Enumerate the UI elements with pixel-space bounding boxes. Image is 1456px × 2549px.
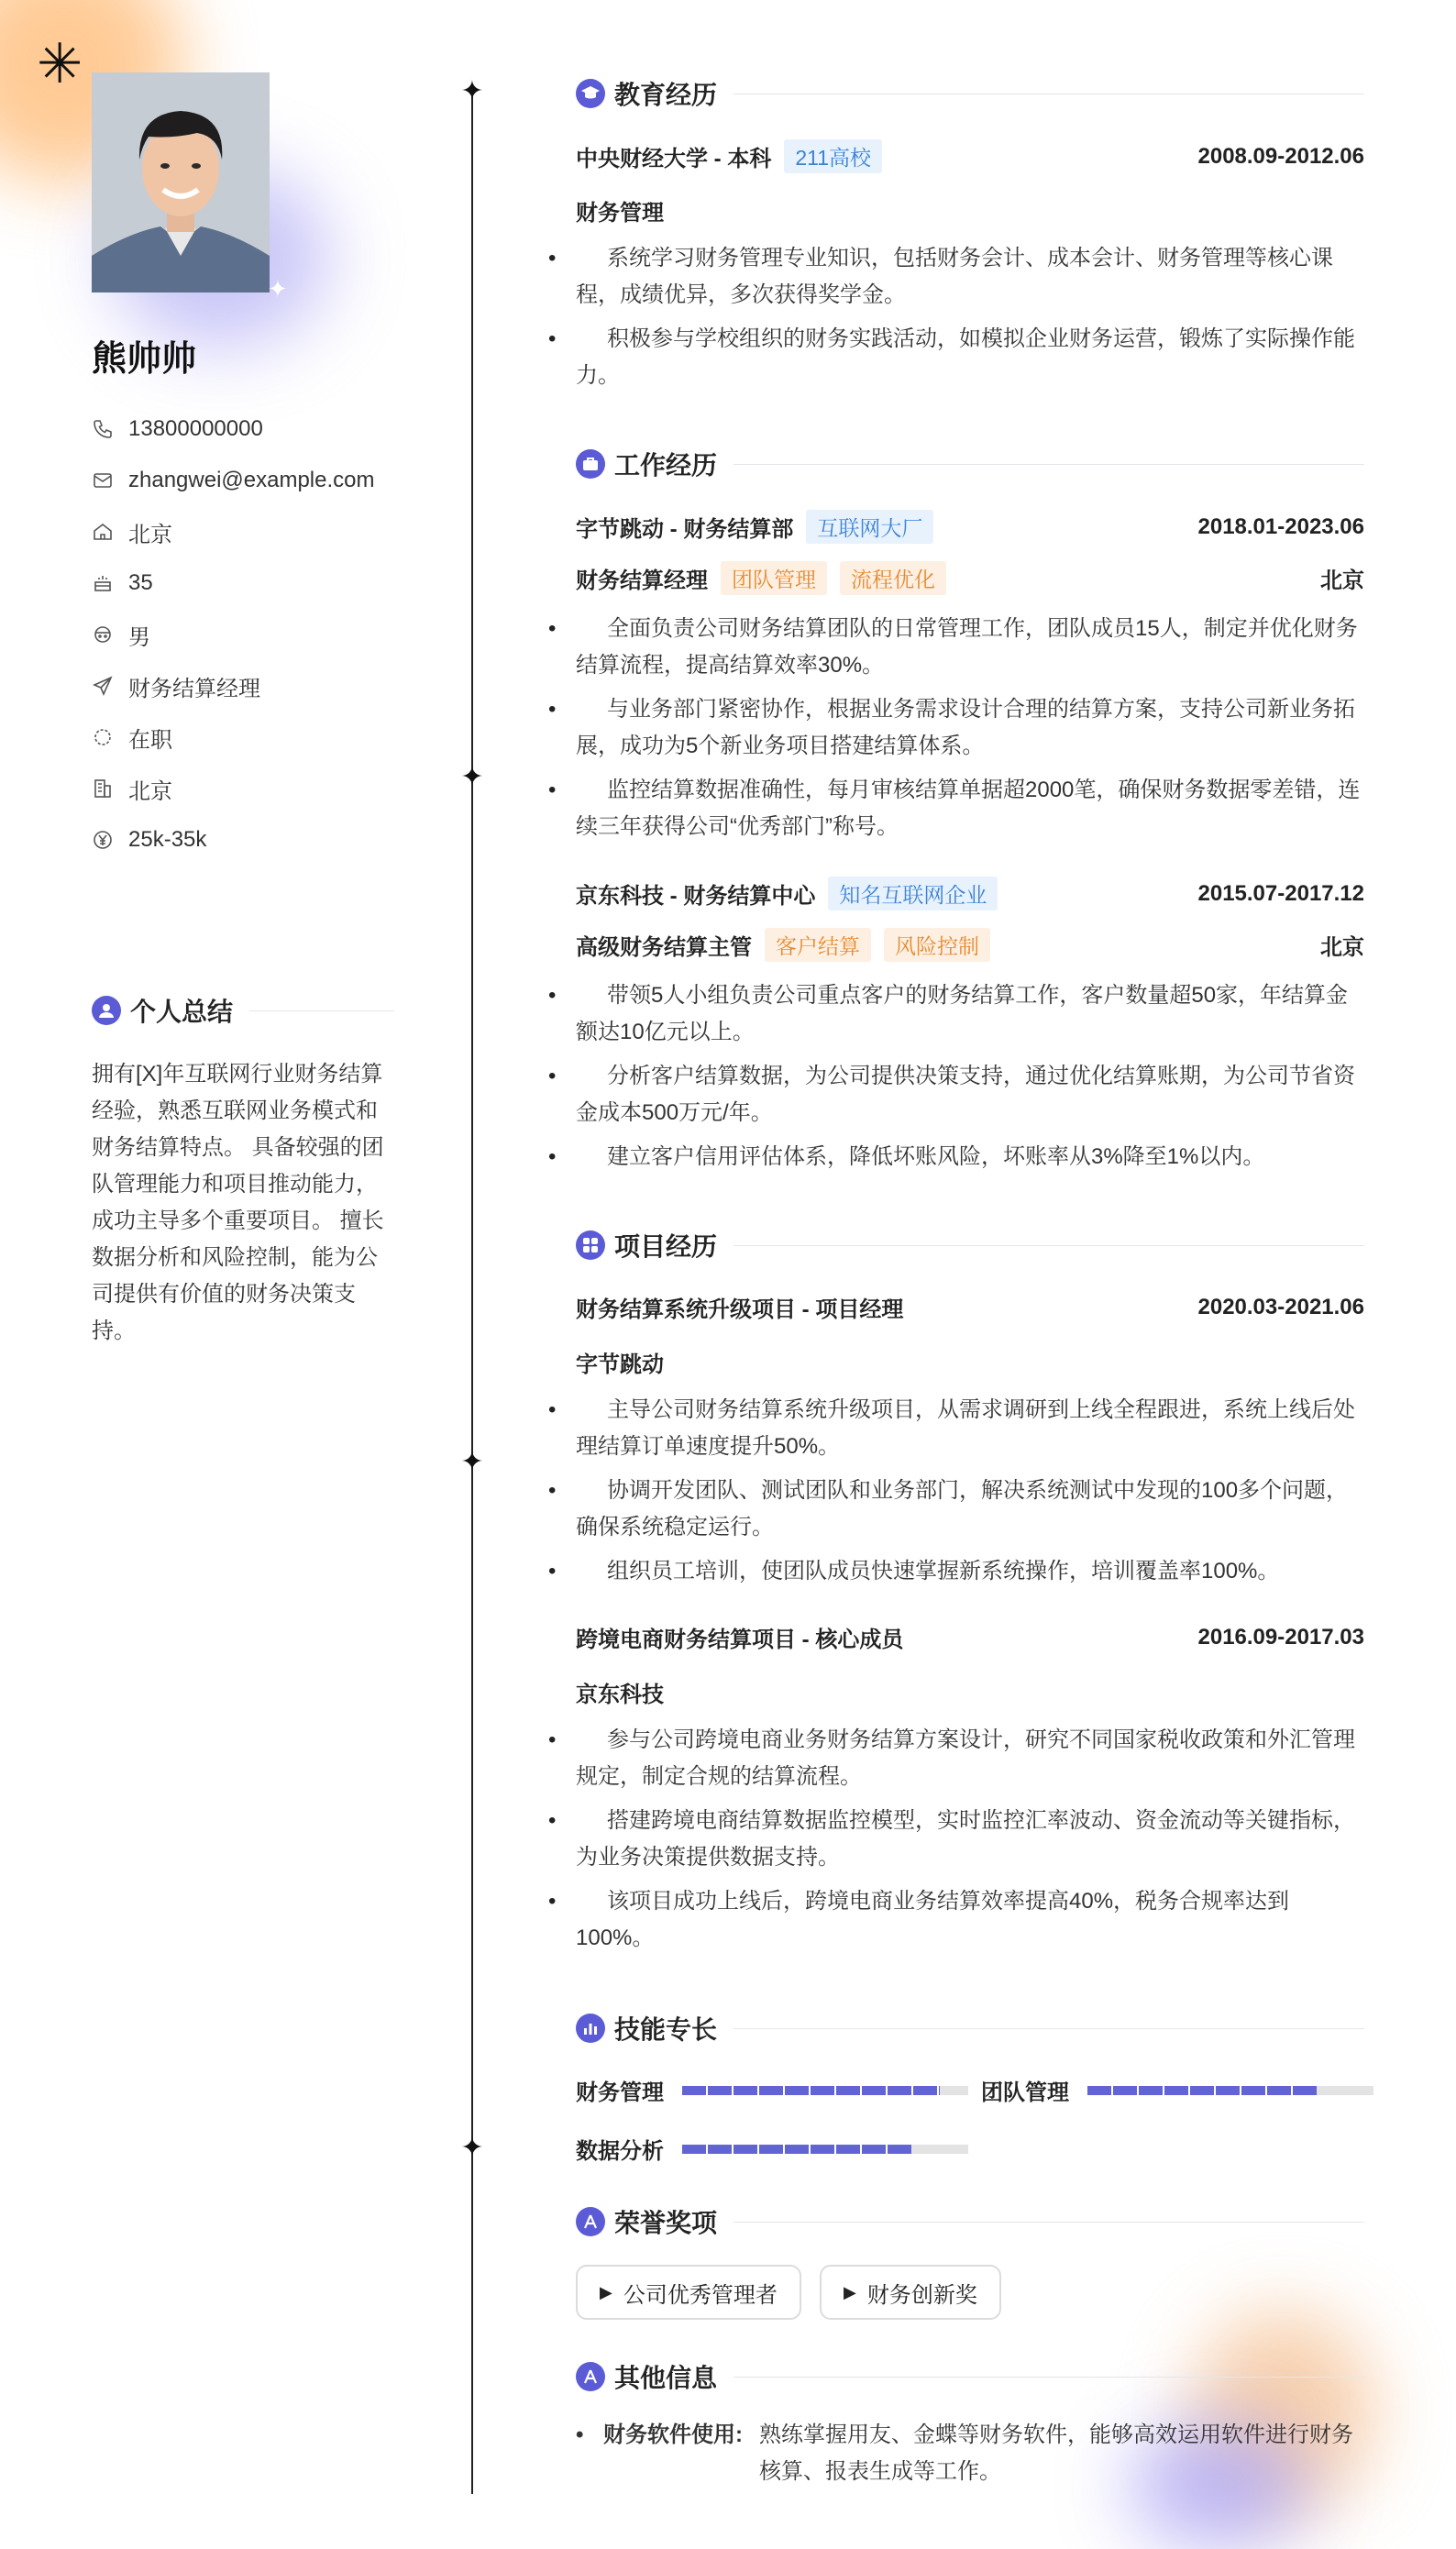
info-work-city <box>92 763 394 814</box>
yen-icon <box>92 829 114 851</box>
info-salary <box>92 814 394 866</box>
job-row <box>576 877 1364 910</box>
job-city: 北京 <box>1320 935 1364 960</box>
summary-text: 拥有[X]年互联网行业财务结算经验，熟悉互联网业务模式和财务结算特点。 具备较强的团队管理能力和项目推动能力，成功主导多个重要项目。 擅长数据分析和风险控制，能为公司提供有价值的财务决策支持。 <box>92 1062 384 1343</box>
location-value: 北京 <box>128 522 172 547</box>
project-org: 京东科技 <box>576 1683 664 1707</box>
grid-icon <box>576 1230 605 1260</box>
skill-tag: 团队管理 <box>721 561 827 595</box>
job-position-row <box>576 561 1364 595</box>
info-status <box>92 712 394 763</box>
info-letter-icon <box>576 2362 605 2391</box>
email-value: zhangwei@example.com <box>128 468 375 492</box>
project-bullets <box>576 1722 1364 1964</box>
summary-header <box>92 992 394 1029</box>
project-org: 字节跳动 <box>576 1352 664 1377</box>
company-tag: 知名互联网企业 <box>828 877 998 910</box>
section-divider <box>734 2028 1364 2029</box>
award-label: 公司优秀管理者 <box>623 2282 778 2308</box>
skill-level-bar <box>682 2086 968 2095</box>
play-icon: ▶ <box>844 2282 856 2301</box>
timeline-star-icon: ✦ <box>460 1447 484 1477</box>
skill-level-fill <box>1087 2086 1317 2095</box>
bar-chart-icon <box>576 2014 605 2043</box>
school-name: 中央财经大学 - 本科 <box>576 147 772 171</box>
face-icon <box>92 623 114 646</box>
skill-item <box>576 2133 968 2165</box>
phone-icon <box>92 418 114 440</box>
education-bullets <box>576 240 1364 402</box>
project-name: 跨境电商财务结算项目 - 核心成员 <box>576 1628 904 1652</box>
other-title: 其他信息 <box>614 2364 718 2392</box>
status-value: 在职 <box>128 727 172 753</box>
skill-name: 团队管理 <box>981 2080 1069 2105</box>
skill-tag: 客户结算 <box>765 928 871 962</box>
job-date: 2018.01-2023.06 <box>1197 513 1364 539</box>
skill-tag: 流程优化 <box>840 561 946 595</box>
send-icon <box>92 675 114 697</box>
briefcase-icon <box>576 449 605 479</box>
section-divider <box>734 2222 1364 2223</box>
skill-level-bar <box>1087 2086 1373 2095</box>
company-name: 字节跳动 - 财务结算部 <box>576 517 794 542</box>
job-city: 北京 <box>1320 568 1364 593</box>
company-tag: 互联网大厂 <box>806 510 933 544</box>
skill-level-fill <box>682 2086 940 2095</box>
timeline-star-icon: ✦ <box>460 762 484 792</box>
info-gender <box>92 609 394 660</box>
list-item: • 积极参与学校组织的财务实践活动，如模拟企业财务运营，锻炼了实际操作能力。 <box>576 321 1364 394</box>
graduation-cap-icon <box>576 79 605 108</box>
info-age <box>92 557 394 609</box>
education-row <box>576 139 1364 173</box>
job-position-row <box>576 928 1364 962</box>
list-item: • 搭建跨境电商结算数据监控模型，实时监控汇率波动、资金流动等关键指标，为业务决策提供数据支持。 <box>576 1803 1364 1876</box>
list-item: • 参与公司跨境电商业务财务结算方案设计，研究不同国家税收政策和外汇管理规定，制定合规的结算流程。 <box>576 1722 1364 1795</box>
avatar-photo <box>92 72 270 292</box>
candidate-name: 熊帅帅 <box>92 340 197 379</box>
list-item: • 组织员工培训，使团队成员快速掌握新系统操作，培训覆盖率100%。 <box>576 1553 1364 1590</box>
list-item: • 建立客户信用评估体系，降低坏账风险，坏账率从3%降至1%以内。 <box>576 1139 1364 1175</box>
education-title: 教育经历 <box>614 81 718 109</box>
award-item <box>820 2265 1001 2320</box>
job-row <box>576 510 1364 544</box>
skill-name: 数据分析 <box>576 2139 664 2164</box>
personal-info-list <box>92 403 394 866</box>
award-icon <box>576 2207 605 2236</box>
list-item: • 系统学习财务管理专业知识，包括财务会计、成本会计、财务管理等核心课程，成绩优异，多次获得奖学金。 <box>576 240 1364 314</box>
bullet-dot: • <box>576 2422 584 2447</box>
education-date: 2008.09-2012.06 <box>1197 143 1364 169</box>
list-item: • 分析客户结算数据，为公司提供决策支持，通过优化结算账期，为公司节省资金成本500万元/年。 <box>576 1058 1364 1131</box>
other-label: 财务软件使用: <box>603 2422 743 2447</box>
work-title: 工作经历 <box>614 451 718 480</box>
school-tag: 211高校 <box>784 139 882 173</box>
project-row <box>576 1621 1364 1653</box>
company-name: 京东科技 - 财务结算中心 <box>576 884 816 909</box>
project-date: 2016.09-2017.03 <box>1197 1624 1364 1650</box>
home-icon <box>92 521 114 543</box>
play-icon: ▶ <box>600 2282 612 2301</box>
education-major: 财务管理 <box>576 201 664 226</box>
awards-header <box>576 2203 1364 2240</box>
info-phone <box>92 403 394 455</box>
skills-header <box>576 2010 1364 2047</box>
work-header <box>576 446 1364 482</box>
job-position: 高级财务结算主管 <box>576 935 752 960</box>
job-bullets <box>576 611 1364 853</box>
email-icon <box>92 469 114 491</box>
job-position: 财务结算经理 <box>576 568 708 593</box>
awards-title: 荣誉奖项 <box>614 2209 718 2237</box>
list-item: • 该项目成功上线后，跨境电商业务结算效率提高40%，税务合规率达到100%。 <box>576 1883 1364 1957</box>
info-position <box>92 660 394 712</box>
project-name: 财务结算系统升级项目 - 项目经理 <box>576 1297 904 1322</box>
work-city-value: 北京 <box>128 778 172 804</box>
list-item: • 监控结算数据准确性，每月审核结算单据超2000笔，确保财务数据零差错，连续三年获得公司“优秀部门”称号。 <box>576 772 1364 845</box>
skill-level-bar <box>682 2145 968 2154</box>
section-divider <box>734 464 1364 465</box>
award-item <box>576 2265 801 2320</box>
cake-icon <box>92 572 114 594</box>
skill-level-fill <box>682 2145 911 2154</box>
gender-value: 男 <box>128 624 150 650</box>
project-row <box>576 1291 1364 1323</box>
position-value: 财务结算经理 <box>128 676 260 701</box>
skill-name: 财务管理 <box>576 2080 664 2105</box>
job-bullets <box>576 977 1364 1183</box>
info-email <box>92 455 394 506</box>
user-icon <box>92 996 121 1025</box>
phone-value: 13800000000 <box>128 416 263 441</box>
list-item: • 主导公司财务结算系统升级项目，从需求调研到上线全程跟进，系统上线后处理结算订单速度提升50%。 <box>576 1392 1364 1465</box>
skills-title: 技能专长 <box>614 2015 718 2044</box>
job-date: 2015.07-2017.12 <box>1197 880 1364 906</box>
project-bullets <box>576 1392 1364 1597</box>
section-divider <box>249 1010 394 1011</box>
other-text: 熟练掌握用友、金蝶等财务软件，能够高效运用软件进行财务核算、报表生成等工作。 <box>759 2422 1353 2484</box>
building-icon <box>92 778 114 800</box>
age-value: 35 <box>128 570 153 595</box>
education-header <box>576 75 1364 112</box>
asterisk-icon: ✳ <box>37 33 83 94</box>
info-location <box>92 506 394 557</box>
projects-title: 项目经历 <box>614 1232 718 1261</box>
list-item: • 与业务部门紧密协作，根据业务需求设计合理的结算方案，支持公司新业务拓展，成功为5个新业务项目搭建结算体系。 <box>576 691 1364 765</box>
other-info-item <box>576 2417 1364 2490</box>
timeline-star-icon: ✦ <box>460 76 484 106</box>
list-item: • 协调开发团队、测试团队和业务部门，解决系统测试中发现的100多个问题，确保系统稳定运行。 <box>576 1473 1364 1546</box>
skill-item <box>981 2074 1373 2106</box>
projects-header <box>576 1227 1364 1263</box>
section-divider <box>734 2377 1364 2378</box>
summary-title: 个人总结 <box>130 998 234 1026</box>
other-header <box>576 2358 1364 2395</box>
award-label: 财务创新奖 <box>866 2282 977 2308</box>
project-date: 2020.03-2021.06 <box>1197 1294 1364 1319</box>
list-item: • 全面负责公司财务结算团队的日常管理工作，团队成员15人，制定并优化财务结算流程，提高结算效率30%。 <box>576 611 1364 684</box>
section-divider <box>734 1245 1364 1246</box>
timeline-star-icon: ✦ <box>460 2133 484 2163</box>
status-icon <box>92 726 114 748</box>
sparkle-icon: ✦ <box>268 275 288 303</box>
list-item: • 带领5人小组负责公司重点客户的财务结算工作，客户数量超50家，年结算金额达10亿元以上。 <box>576 977 1364 1051</box>
salary-value: 25k-35k <box>128 827 207 852</box>
skill-item <box>576 2074 968 2106</box>
skill-tag: 风险控制 <box>884 928 990 962</box>
